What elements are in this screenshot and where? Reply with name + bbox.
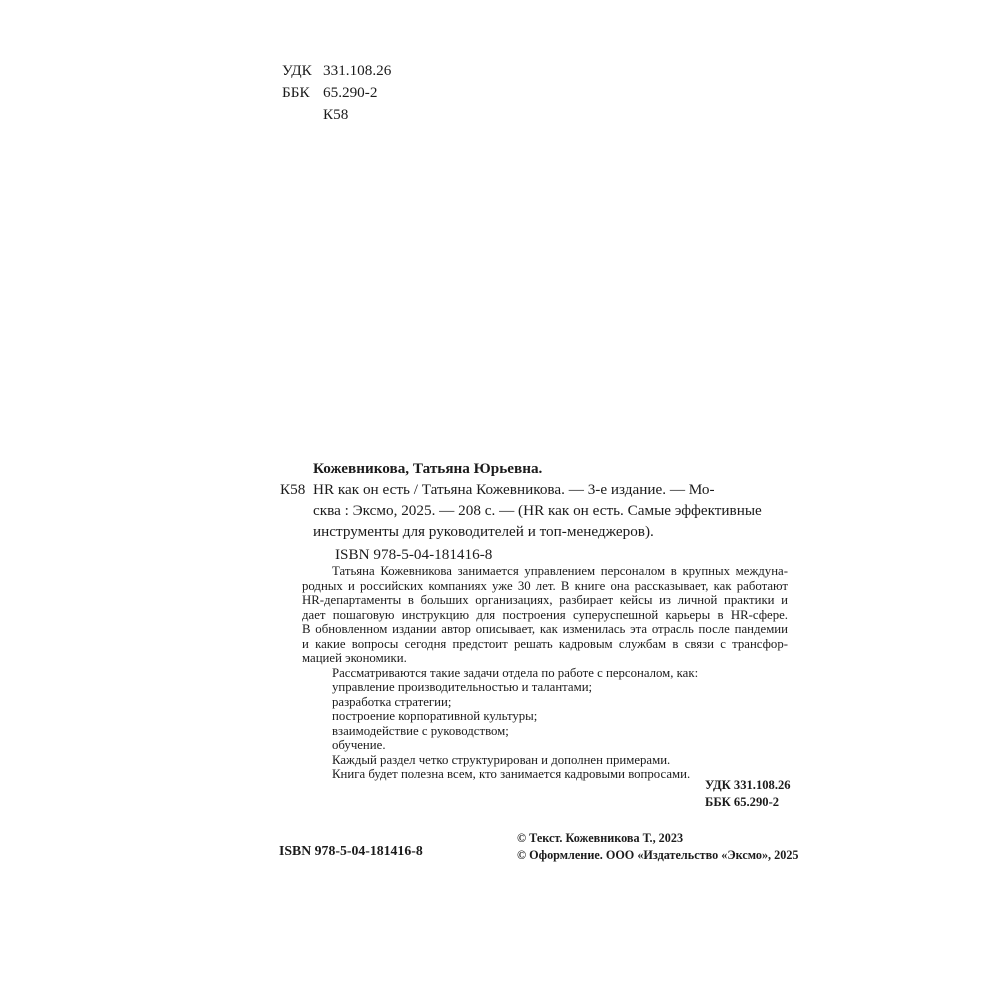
- task-item: разработка стратегии;: [332, 694, 452, 709]
- annotation-line: Татьяна Кожевникова занимается управлением персоналом в крупных междуна-: [332, 564, 788, 578]
- udk-value: 331.108.26: [323, 62, 392, 79]
- tasks-intro-wrap: [302, 666, 788, 681]
- annotation-line: мацией экономики.: [302, 651, 407, 665]
- annotation-line: родных и российских компаниях уже 30 лет. В книге она рассказывает, как работают: [302, 578, 788, 593]
- copyright-block: [517, 830, 799, 864]
- card-isbn: ISBN 978-5-04-181416-8: [335, 546, 493, 563]
- task-item: построение корпоративной культуры;: [332, 709, 538, 723]
- annotation-block: [302, 564, 788, 782]
- bibliographic-description: [280, 479, 788, 542]
- annotation-line: и какие вопросы сегодня предстоит решать кадровым службам в связи с трансфор-: [302, 636, 788, 651]
- tasks-intro: Рассматриваются такие задачи отдела по работе с персоналом, как:: [332, 665, 699, 680]
- bottom-bbk: ББК 65.290-2: [705, 794, 780, 809]
- description-line: HR как он есть / Татьяна Кожевникова. — 3-е издание. — Мо-: [313, 481, 715, 498]
- udk-label: УДК: [282, 62, 312, 79]
- author-heading: Кожевникова, Татьяна Юрьевна.: [313, 460, 543, 477]
- bbk-row: [282, 82, 391, 104]
- copyright-line: © Оформление. ООО «Издательство «Эксмо», 2025: [517, 848, 799, 862]
- bottom-classification-block: [705, 777, 791, 810]
- author-sign-row: [282, 104, 391, 126]
- udk-row: [282, 60, 391, 82]
- annotation-line: дает пошаговую инструкцию для построения суперуспешной карьеры в HR-сфере.: [302, 607, 788, 622]
- bbk-label: ББК: [282, 84, 310, 101]
- bbk-value: 65.290-2: [323, 84, 378, 101]
- top-classification-block: [282, 60, 391, 126]
- description-lines: [313, 479, 788, 542]
- bottom-udk: УДК 331.108.26: [705, 778, 791, 792]
- closing-line: Книга будет полезна всем, кто занимается кадровыми вопросами.: [332, 767, 691, 781]
- annotation-line: В обновленном издании автор описывает, как изменилась эта отрасль после пандемии: [302, 622, 788, 636]
- description-line: сква : Эксмо, 2025. — 208 с. — (HR как он есть. Самые эффективные: [313, 502, 762, 519]
- catalog-card: [280, 458, 788, 565]
- task-item: взаимодействие с руководством;: [332, 723, 509, 738]
- closing-line: Каждый раздел четко структурирован и дополнен примерами.: [332, 752, 671, 767]
- footer-isbn: ISBN 978-5-04-181416-8: [279, 843, 423, 858]
- annotation-line: HR-департаменты в больших организациях, разбирает кейсы из личной практики и: [302, 593, 788, 607]
- card-code: К58: [280, 481, 306, 498]
- task-item: обучение.: [332, 738, 386, 752]
- copyright-line: © Текст. Кожевникова Т., 2023: [517, 831, 684, 845]
- task-item: управление производительностью и талантами;: [332, 680, 593, 694]
- annotation-paragraph: [302, 564, 788, 666]
- description-line: инструменты для руководителей и топ-менеджеров).: [313, 523, 654, 540]
- author-sign-value: К58: [323, 106, 349, 123]
- task-list: [302, 680, 788, 753]
